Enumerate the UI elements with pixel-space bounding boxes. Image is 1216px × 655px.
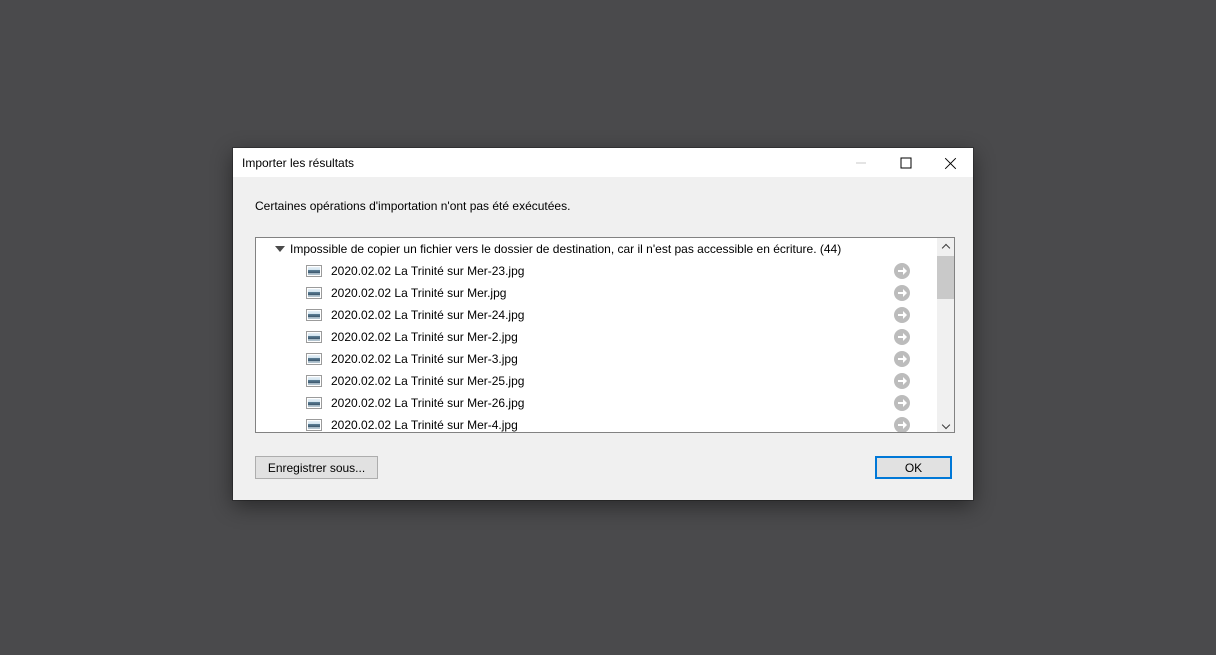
scrollbar-thumb[interactable]: [937, 256, 954, 299]
scroll-up-button[interactable]: [937, 238, 954, 255]
ok-button[interactable]: OK: [875, 456, 952, 479]
dialog-title: Importer les résultats: [242, 155, 355, 170]
file-row[interactable]: [256, 414, 937, 433]
error-group-row[interactable]: [256, 238, 937, 260]
image-file-icon: [306, 353, 322, 365]
results-list: [255, 237, 955, 433]
image-file-icon: [306, 265, 322, 277]
file-row[interactable]: [256, 392, 937, 414]
file-row[interactable]: [256, 370, 937, 392]
arrow-right-circle-icon[interactable]: [894, 263, 910, 279]
image-file-icon: [306, 331, 322, 343]
image-file-icon: [306, 375, 322, 387]
maximize-icon: [900, 157, 911, 168]
image-file-icon: [306, 309, 322, 321]
scroll-down-button[interactable]: [937, 415, 954, 432]
maximize-button[interactable]: [883, 148, 928, 177]
file-name: 2020.02.02 La Trinité sur Mer-26.jpg: [331, 396, 525, 410]
vertical-scrollbar[interactable]: [937, 238, 954, 432]
file-row[interactable]: [256, 304, 937, 326]
file-row[interactable]: [256, 260, 937, 282]
close-button[interactable]: [928, 148, 973, 177]
import-results-dialog: [233, 148, 973, 500]
file-rows: [256, 260, 937, 433]
error-group-label: Impossible de copier un fichier vers le dossier de destination, car il n'est pas accessible en écriture. (44): [290, 242, 842, 256]
arrow-right-circle-icon[interactable]: [894, 373, 910, 389]
minimize-icon: [856, 162, 866, 163]
file-name: 2020.02.02 La Trinité sur Mer-2.jpg: [331, 330, 518, 344]
file-row[interactable]: [256, 282, 937, 304]
arrow-right-circle-icon[interactable]: [894, 417, 910, 433]
file-name: 2020.02.02 La Trinité sur Mer.jpg: [331, 286, 507, 300]
arrow-right-circle-icon[interactable]: [894, 351, 910, 367]
arrow-right-circle-icon[interactable]: [894, 329, 910, 345]
chevron-down-icon: [941, 421, 949, 429]
save-as-button[interactable]: Enregistrer sous...: [255, 456, 378, 479]
minimize-button: [838, 148, 883, 177]
file-row[interactable]: [256, 348, 937, 370]
results-list-content: [256, 238, 937, 432]
arrow-right-circle-icon[interactable]: [894, 285, 910, 301]
file-name: 2020.02.02 La Trinité sur Mer-23.jpg: [331, 264, 525, 278]
file-name: 2020.02.02 La Trinité sur Mer-3.jpg: [331, 352, 518, 366]
collapse-triangle-icon[interactable]: [275, 246, 285, 252]
dialog-message: Certaines opérations d'importation n'ont pas été exécutées.: [255, 199, 571, 213]
window-controls: [838, 148, 973, 177]
image-file-icon: [306, 287, 322, 299]
arrow-right-circle-icon[interactable]: [894, 307, 910, 323]
file-name: 2020.02.02 La Trinité sur Mer-24.jpg: [331, 308, 525, 322]
image-file-icon: [306, 397, 322, 409]
file-row[interactable]: [256, 326, 937, 348]
dialog-titlebar: [233, 148, 973, 177]
file-name: 2020.02.02 La Trinité sur Mer-4.jpg: [331, 418, 518, 432]
image-file-icon: [306, 419, 322, 431]
file-name: 2020.02.02 La Trinité sur Mer-25.jpg: [331, 374, 525, 388]
arrow-right-circle-icon[interactable]: [894, 395, 910, 411]
chevron-up-icon: [941, 244, 949, 252]
